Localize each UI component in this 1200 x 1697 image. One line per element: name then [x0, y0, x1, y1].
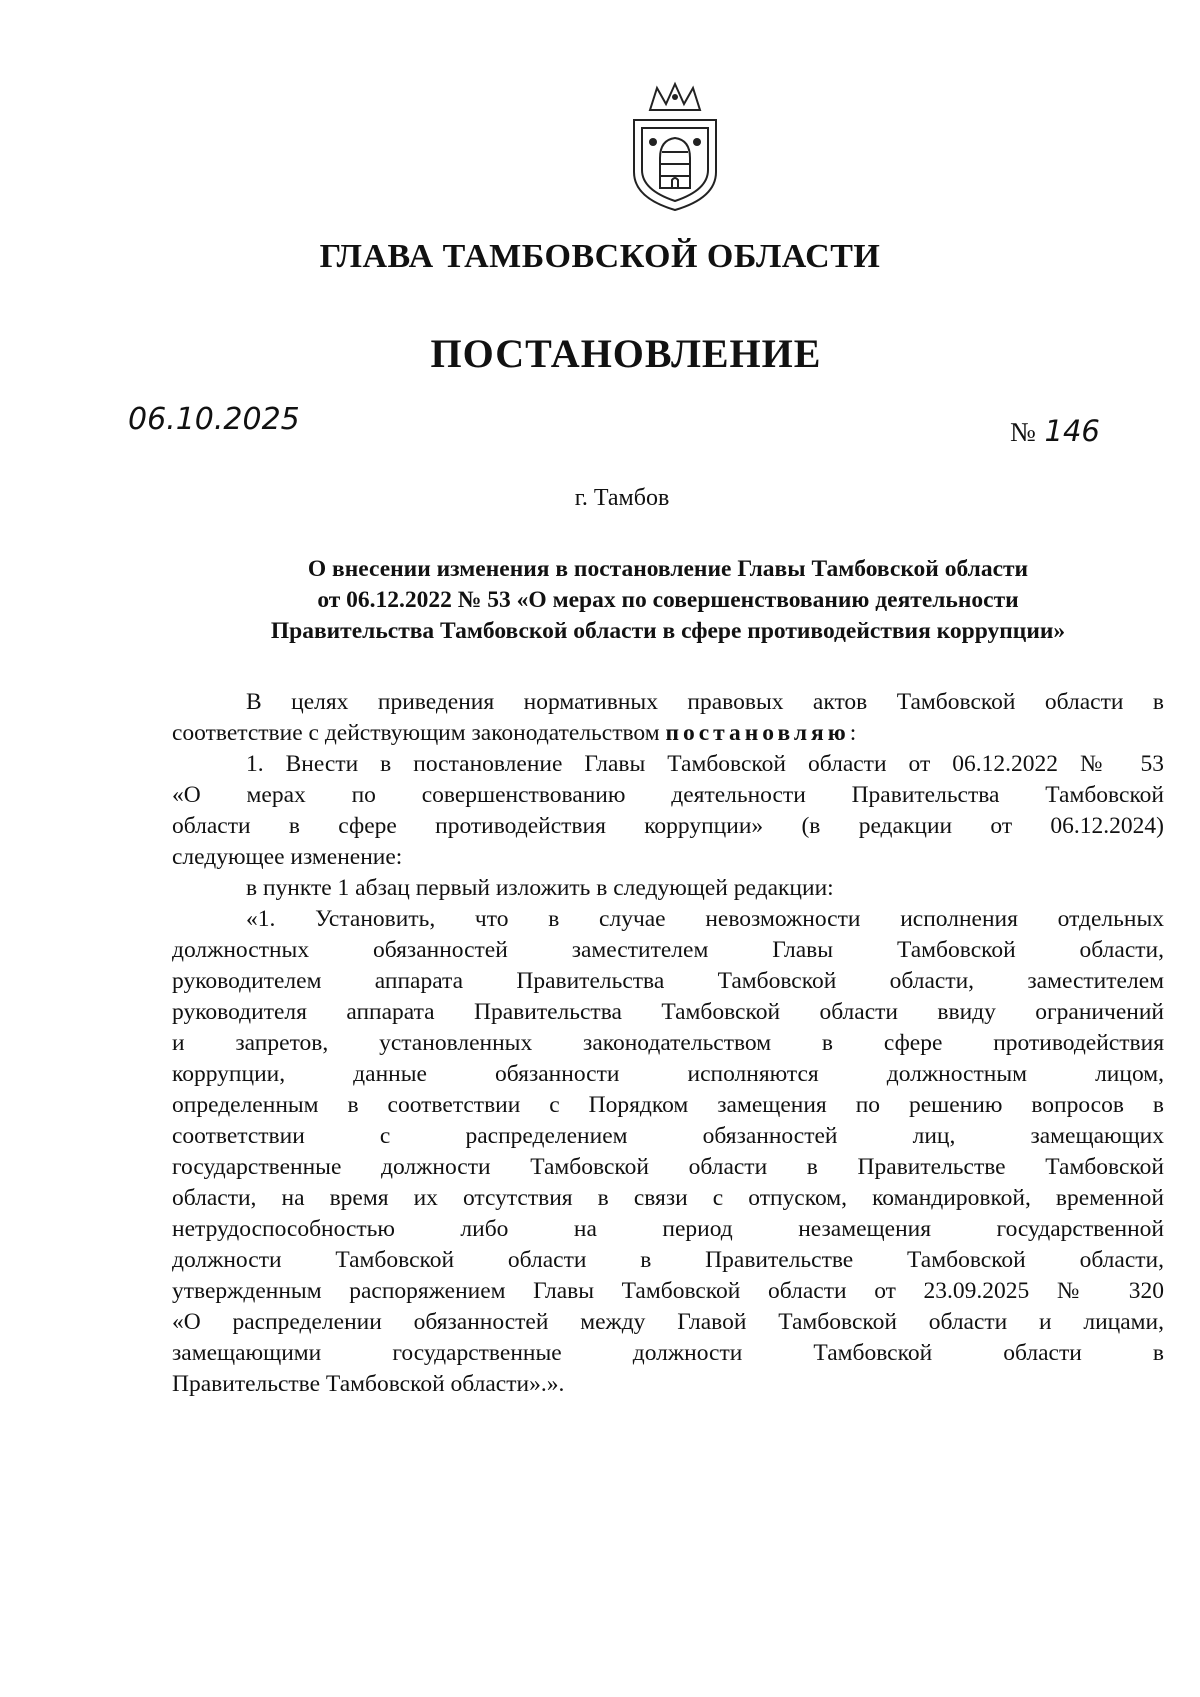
document-number	[1010, 414, 1100, 448]
preamble-line	[172, 718, 1164, 749]
handwritten-number: 146	[1044, 414, 1100, 448]
item1-subparagraph: в пункте 1 абзац первый изложить в следующей редакции:	[246, 875, 834, 901]
document-type: ПОСТАНОВЛЕНИЕ	[430, 331, 822, 376]
quote-line: замещающими государственные должности Тамбовской области в	[172, 1340, 1164, 1366]
quote-line: руководителя аппарата Правительства Тамбовской области ввиду ограничений	[172, 999, 1164, 1025]
quote-line: должностных обязанностей заместителем Главы Тамбовской области,	[172, 937, 1164, 963]
document-title	[170, 554, 1166, 647]
preamble-end: :	[849, 720, 857, 746]
quote-line: государственные должности Тамбовской области в Правительстве Тамбовской	[172, 1154, 1164, 1180]
document-body	[172, 687, 1164, 1400]
quote-line: Правительстве Тамбовской области».».	[172, 1371, 565, 1397]
handwritten-date: 06.10.2025	[128, 402, 300, 437]
quote-line: нетрудоспособностью либо на период незамещения государственной	[172, 1216, 1164, 1242]
quote-line: утвержденным распоряжением Главы Тамбовской области от 23.09.2025 № 320	[172, 1278, 1164, 1304]
resolution-word: постановляю	[665, 720, 850, 746]
item1-line: «О мерах по совершенствованию деятельности Правительства Тамбовской	[172, 782, 1164, 808]
quote-line: «О распределении обязанностей между Главой Тамбовской области и лицами,	[172, 1309, 1164, 1335]
item1-line: области в сфере противодействия коррупции» (в редакции от 06.12.2024)	[172, 813, 1164, 839]
title-line: О внесении изменения в постановление Главы Тамбовской области	[307, 556, 1029, 582]
preamble-line: В целях приведения нормативных правовых актов Тамбовской области в	[246, 689, 1164, 715]
quote-line: «1. Установить, что в случае невозможности исполнения отдельных	[246, 906, 1164, 932]
number-prefix: №	[1010, 417, 1036, 447]
quote-line: соответствии с распределением обязанностей лиц, замещающих	[172, 1123, 1164, 1149]
issuing-authority: ГЛАВА ТАМБОВСКОЙ ОБЛАСТИ	[319, 238, 881, 275]
city-name: г. Тамбов	[574, 485, 670, 511]
quote-line: коррупции, данные обязанности исполняются должностным лицом,	[172, 1061, 1164, 1087]
quote-line: области, на время их отсутствия в связи с отпуском, командировкой, временной	[172, 1185, 1164, 1211]
quote-line: и запретов, установленных законодательством в сфере противодействия	[172, 1030, 1164, 1056]
quote-line: определенным в соответствии с Порядком замещения по решению вопросов в	[172, 1092, 1164, 1118]
quote-line: должности Тамбовской области в Правительстве Тамбовской области,	[172, 1247, 1164, 1273]
title-line: Правительства Тамбовской области в сфере противодействия коррупции»	[270, 618, 1066, 644]
coat-of-arms-icon	[620, 80, 730, 215]
preamble-text: соответствие с действующим законодательством	[172, 720, 660, 746]
item1-line: 1. Внести в постановление Главы Тамбовской области от 06.12.2022 № 53	[246, 751, 1164, 777]
title-line: от 06.12.2022 № 53 «О мерах по совершенствованию деятельности	[317, 587, 1019, 613]
quote-line: руководителем аппарата Правительства Тамбовской области, заместителем	[172, 968, 1164, 994]
item1-line: следующее изменение:	[172, 844, 403, 870]
